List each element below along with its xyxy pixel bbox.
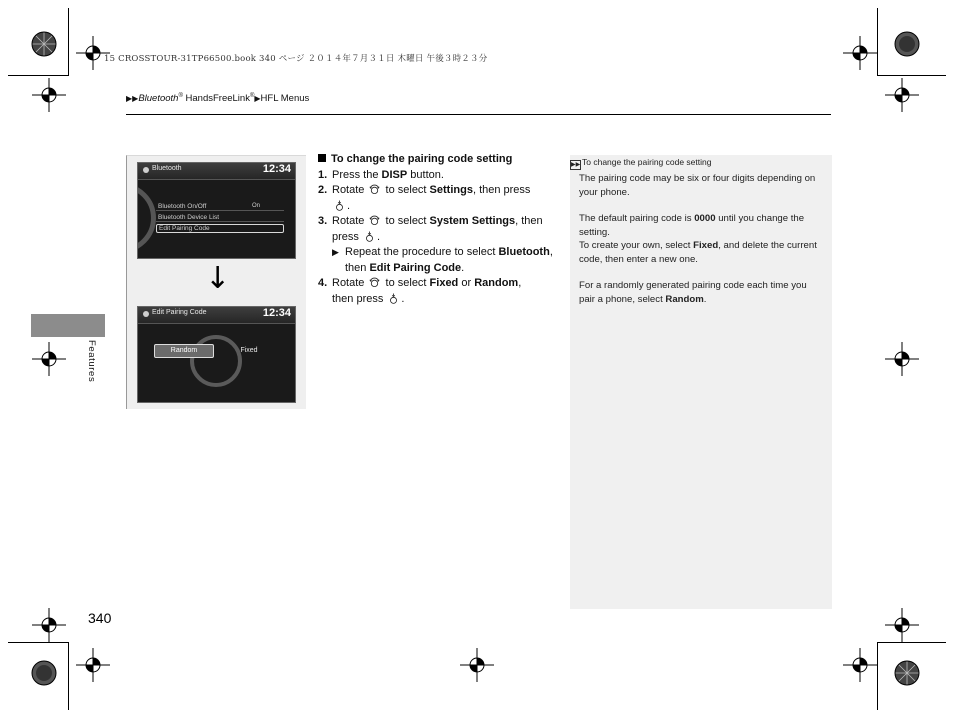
- crop-line: [877, 642, 946, 643]
- registered-mark: ®: [249, 93, 255, 99]
- crop-line: [68, 642, 69, 710]
- interface-dial-rotate-icon: [369, 277, 380, 288]
- option-fixed: Fixed: [240, 347, 258, 354]
- menu-item-value: On: [251, 203, 260, 209]
- edit-pairing-code-screen: [137, 306, 296, 403]
- header-rule: [126, 114, 831, 115]
- menu-dot-icon: [143, 167, 149, 173]
- note-title: ▶▶ To change the pairing code setting: [571, 157, 712, 168]
- breadcrumb-item-bluetooth[interactable]: Bluetooth: [138, 93, 179, 105]
- note-paragraph: The pairing code may be six or four digits depending on your phone.: [579, 173, 816, 198]
- screen-title: Edit Pairing Code: [152, 309, 207, 316]
- clock: 12:34: [262, 307, 291, 319]
- registration-mark: [460, 648, 494, 682]
- registration-mark: [76, 648, 110, 682]
- bullet-square-icon: [318, 154, 326, 162]
- print-header: 15 CROSSTOUR-31TP66500.book 340 ページ ２０１４年７月３１日 木曜日 午後３時２３分: [104, 54, 488, 64]
- breadcrumb: [126, 93, 309, 104]
- menu-item-label: Bluetooth Device List: [158, 214, 220, 221]
- interface-dial-rotate-icon: [369, 215, 380, 226]
- clock: 12:34: [262, 163, 291, 175]
- registration-mark: [32, 78, 66, 112]
- menu-item-device-list: [156, 213, 284, 222]
- step-1: 1. Press the DISP button.: [318, 168, 444, 181]
- note-paragraph: For a randomly generated pairing code each time you pair a phone, select Random.: [579, 280, 807, 305]
- step-3: 3. Rotate to select System Settings, then press .: [318, 215, 543, 243]
- registered-mark: ®: [178, 93, 183, 99]
- crop-line: [8, 75, 69, 76]
- section-label: Features: [86, 340, 97, 383]
- substep-arrow-icon: ▶: [332, 247, 339, 257]
- step-3-substep: ▶ Repeat the procedure to select Bluetooth, then Edit Pairing Code.: [332, 246, 553, 274]
- dial-ring: [190, 335, 242, 387]
- breadcrumb-item-handsfreelink[interactable]: HandsFreeLink: [182, 93, 250, 105]
- star-target-mark: [31, 660, 57, 686]
- registration-mark: [32, 608, 66, 642]
- section-tab[interactable]: [31, 314, 105, 337]
- registration-mark: [843, 648, 877, 682]
- breadcrumb-item-hfl-menus[interactable]: HFL Menus: [260, 93, 310, 105]
- star-target-mark: [894, 660, 920, 686]
- note-body: [579, 172, 824, 319]
- registration-mark: [885, 342, 919, 376]
- menu-item-bluetooth-on-off: [156, 202, 284, 211]
- crop-line: [877, 642, 878, 710]
- reference-arrow-icon: ▶▶: [571, 162, 581, 168]
- menu-item-label: Edit Pairing Code: [159, 225, 210, 232]
- screen-title-bar: [138, 163, 295, 180]
- down-arrow-icon: ↓: [205, 261, 231, 296]
- interface-dial-press-icon: [334, 200, 345, 211]
- screen-title: Bluetooth: [152, 165, 182, 172]
- crop-line: [8, 642, 69, 643]
- step-2: 2. Rotate to select Settings, then press .: [318, 184, 531, 212]
- crop-line: [877, 8, 878, 76]
- crop-line: [877, 75, 946, 76]
- note-paragraph: To create your own, select Fixed, and delete the current code, then enter a new one.: [579, 240, 817, 265]
- registration-mark: [32, 342, 66, 376]
- menu-item-edit-pairing-code: [156, 224, 284, 233]
- instructions: [318, 152, 558, 307]
- registration-mark: [885, 78, 919, 112]
- menu-item-label: Bluetooth On/Off: [158, 203, 207, 210]
- interface-dial-press-icon: [388, 293, 399, 304]
- registration-mark: [885, 608, 919, 642]
- registration-mark: [843, 36, 877, 70]
- interface-dial-press-icon: [364, 231, 375, 242]
- breadcrumb-arrow-icon: ▶: [254, 94, 261, 104]
- dial-arc: [137, 183, 156, 253]
- illustration-panel: [126, 155, 306, 409]
- screen-title-bar: [138, 307, 295, 324]
- menu-dot-icon: [143, 311, 149, 317]
- star-target-mark: [894, 31, 920, 57]
- note-panel: [570, 155, 832, 609]
- page-number: 340: [88, 610, 112, 626]
- interface-dial-rotate-icon: [369, 184, 380, 195]
- step-4: 4. Rotate to select Fixed or Random, then press .: [318, 277, 522, 305]
- crop-line: [68, 8, 69, 76]
- breadcrumb-arrow-icon: ▶▶: [126, 94, 139, 104]
- star-target-mark: [31, 31, 57, 57]
- bluetooth-menu-screen: [137, 162, 296, 259]
- instruction-heading: To change the pairing code setting: [318, 152, 558, 168]
- option-random: Random: [154, 344, 214, 358]
- note-paragraph: The default pairing code is 0000 until you change the setting.: [579, 213, 805, 238]
